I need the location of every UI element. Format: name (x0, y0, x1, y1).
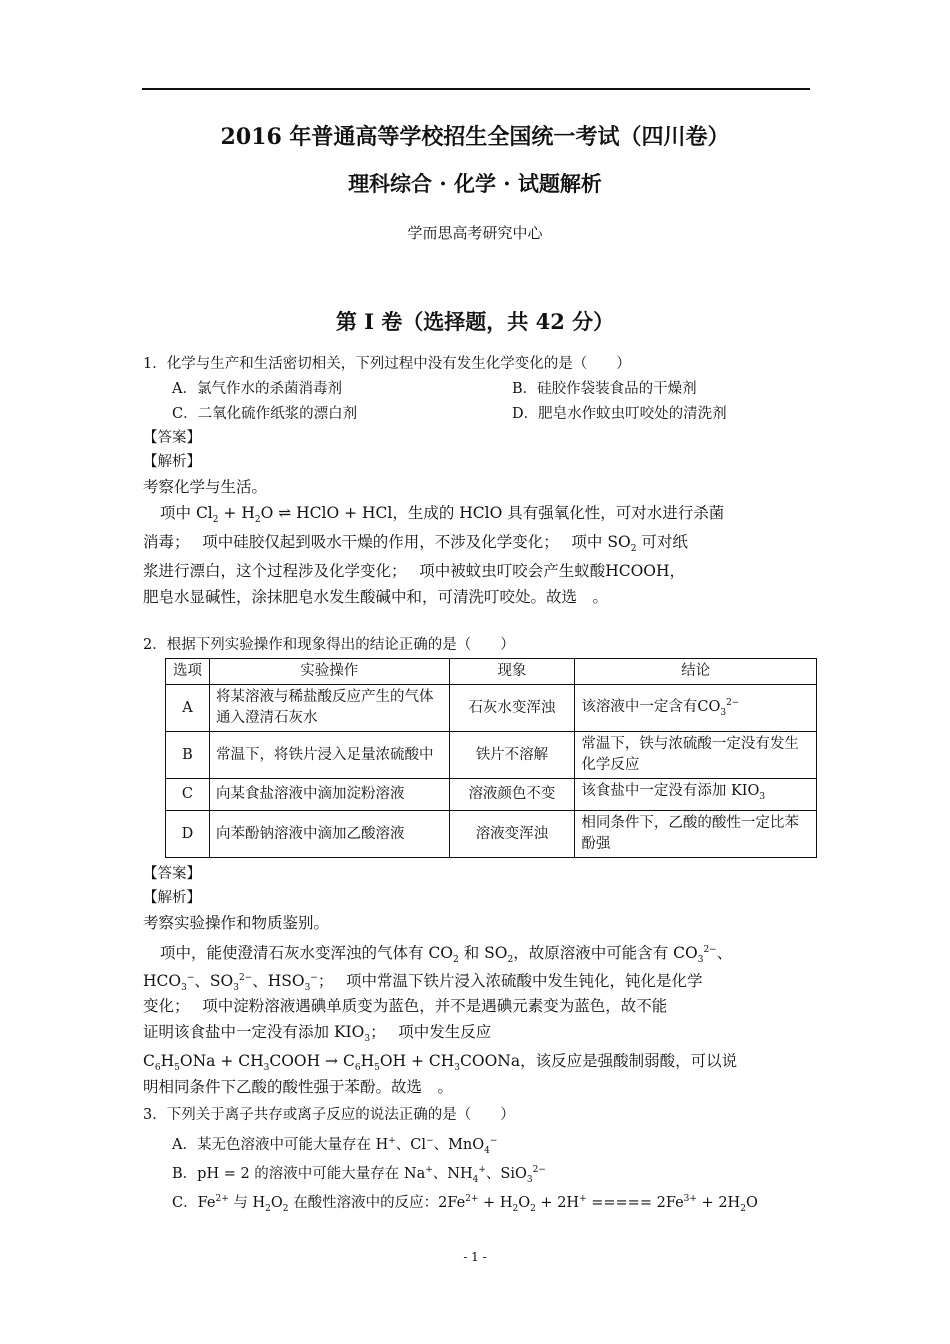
document-subtitle: 理科综合 · 化学 · 试题解析 (348, 171, 602, 196)
q2-analysis-line1: 项中，能使澄清石灰水变浑浊的气体有 $CO_2$ 和 $SO_2$，故原溶液中可能含有 $CO_3^{2-}$、 (160, 944, 733, 965)
q1-stem: 1．化学与生产和生活密切相关，下列过程中没有发生化学变化的是（ ） (143, 356, 631, 372)
q3-option-c: C．$Fe^{2+}$ 与 $H_2O_2$ 在酸性溶液中的反应：$2Fe^{2+} + H_2O_2 + 2H^+$ ===== $2Fe^{3+} + 2H_2O$ (172, 1194, 758, 1214)
q1-analysis-line2: 消毒； 项中硅胶仅起到吸水干燥的作用，不涉及化学变化； 项中 $SO_2$ 可对纸 (143, 533, 688, 554)
table-row (166, 732, 817, 779)
q2-analysis-label: 【解析】 (143, 890, 201, 906)
table-header-conclusion: 结论 (575, 659, 817, 685)
q1-analysis-line1: 项中 $Cl_2 + H_2O$ ⇌ HClO + HCl，生成的 HClO 具有强氧化性，可对水进行杀菌 (160, 504, 725, 525)
table-row (166, 779, 817, 811)
table-row (166, 811, 817, 858)
q3-option-b: B．pH = 2 的溶液中可能大量存在 Na+、$NH_4^+$、SiO$_3^{2-}$ (172, 1165, 546, 1185)
table-row (166, 685, 817, 732)
q2-analysis-line5: $C_6H_5ONa$ + $CH_3COOH \to C_6H_5OH$ + $CH_3COONa$，该反应是强酸制弱酸，可以说 (143, 1052, 738, 1073)
q2-table (165, 658, 817, 858)
document-author: 学而思高考研究中心 (407, 224, 543, 242)
row-conclusion: 该溶液中一定含有$CO_3^{2-}$ (575, 685, 817, 732)
row-option: D (166, 811, 210, 858)
row-phenomenon: 溶液变浑浊 (449, 811, 575, 858)
q1-option-d: D．肥皂水作蚊虫叮咬处的清洗剂 (512, 406, 727, 422)
section-title: 第 I 卷（选择题，共 42 分） (335, 309, 615, 334)
q2-analysis-line6: 明相同条件下乙酸的酸性强于苯酚。故选 。 (143, 1078, 454, 1096)
row-operation: 将某溶液与稀盐酸反应产生的气体通入澄清石灰水 (209, 685, 449, 732)
row-option: A (166, 685, 210, 732)
row-phenomenon: 溶液颜色不变 (449, 779, 575, 811)
table-header-operation: 实验操作 (209, 659, 449, 685)
q1-analysis-line3: 浆进行漂白，这个过程涉及化学变化； 项中被蚊虫叮咬会产生蚁酸HCOOH， (143, 562, 686, 580)
row-conclusion: 该食盐中一定没有添加 $KIO_3$ (575, 779, 817, 811)
q2-stem: 2．根据下列实验操作和现象得出的结论正确的是（ ） (143, 637, 515, 653)
q1-option-c: C．二氧化硫作纸浆的漂白剂 (172, 406, 358, 422)
row-phenomenon: 石灰水变浑浊 (449, 685, 575, 732)
q2-analysis-line2: $HCO_3^-$、$SO_3^{2-}$、$HSO_3^-$； 项中常温下铁片浸入浓硫酸中发生钝化，钝化是化学 (143, 972, 703, 993)
row-conclusion: 相同条件下，乙酸的酸性一定比苯酚强 (575, 811, 817, 858)
q1-analysis-topic: 考察化学与生活。 (143, 478, 268, 496)
page-number: - 1 - (463, 1250, 487, 1264)
q3-option-a: A．某无色溶液中可能大量存在 H+、Cl−、MnO$_4$− (172, 1136, 498, 1156)
q2-analysis-topic: 考察实验操作和物质鉴别。 (143, 914, 330, 932)
header-rule (142, 88, 810, 90)
table-header-row (166, 659, 817, 685)
q1-analysis-label: 【解析】 (143, 454, 201, 470)
q1-answer-label: 【答案】 (143, 430, 201, 446)
table-header-option: 选项 (166, 659, 210, 685)
q3-stem: 3．下列关于离子共存或离子反应的说法正确的是（ ） (143, 1107, 515, 1123)
q2-answer-label: 【答案】 (143, 866, 201, 882)
row-option: C (166, 779, 210, 811)
row-phenomenon: 铁片不溶解 (449, 732, 575, 779)
q2-analysis-line4: 证明该食盐中一定没有添加 $KIO_3$； 项中发生反应 (143, 1023, 492, 1044)
row-operation: 向苯酚钠溶液中滴加乙酸溶液 (209, 811, 449, 858)
q1-option-a: A．氯气作水的杀菌消毒剂 (172, 381, 342, 397)
document-title: 2016 年普通高等学校招生全国统一考试（四川卷） (220, 124, 730, 150)
table-header-phenomenon: 现象 (449, 659, 575, 685)
row-operation: 向某食盐溶液中滴加淀粉溶液 (209, 779, 449, 811)
q1-analysis-line4: 肥皂水显碱性，涂抹肥皂水发生酸碱中和，可清洗叮咬处。故选 。 (143, 588, 609, 606)
q1-option-b: B．硅胶作袋装食品的干燥剂 (512, 381, 697, 397)
row-operation: 常温下，将铁片浸入足量浓硫酸中 (209, 732, 449, 779)
q2-analysis-line3: 变化； 项中淀粉溶液遇碘单质变为蓝色，并不是遇碘元素变为蓝色，故不能 (143, 997, 668, 1015)
row-option: B (166, 732, 210, 779)
row-conclusion: 常温下，铁与浓硫酸一定没有发生化学反应 (575, 732, 817, 779)
